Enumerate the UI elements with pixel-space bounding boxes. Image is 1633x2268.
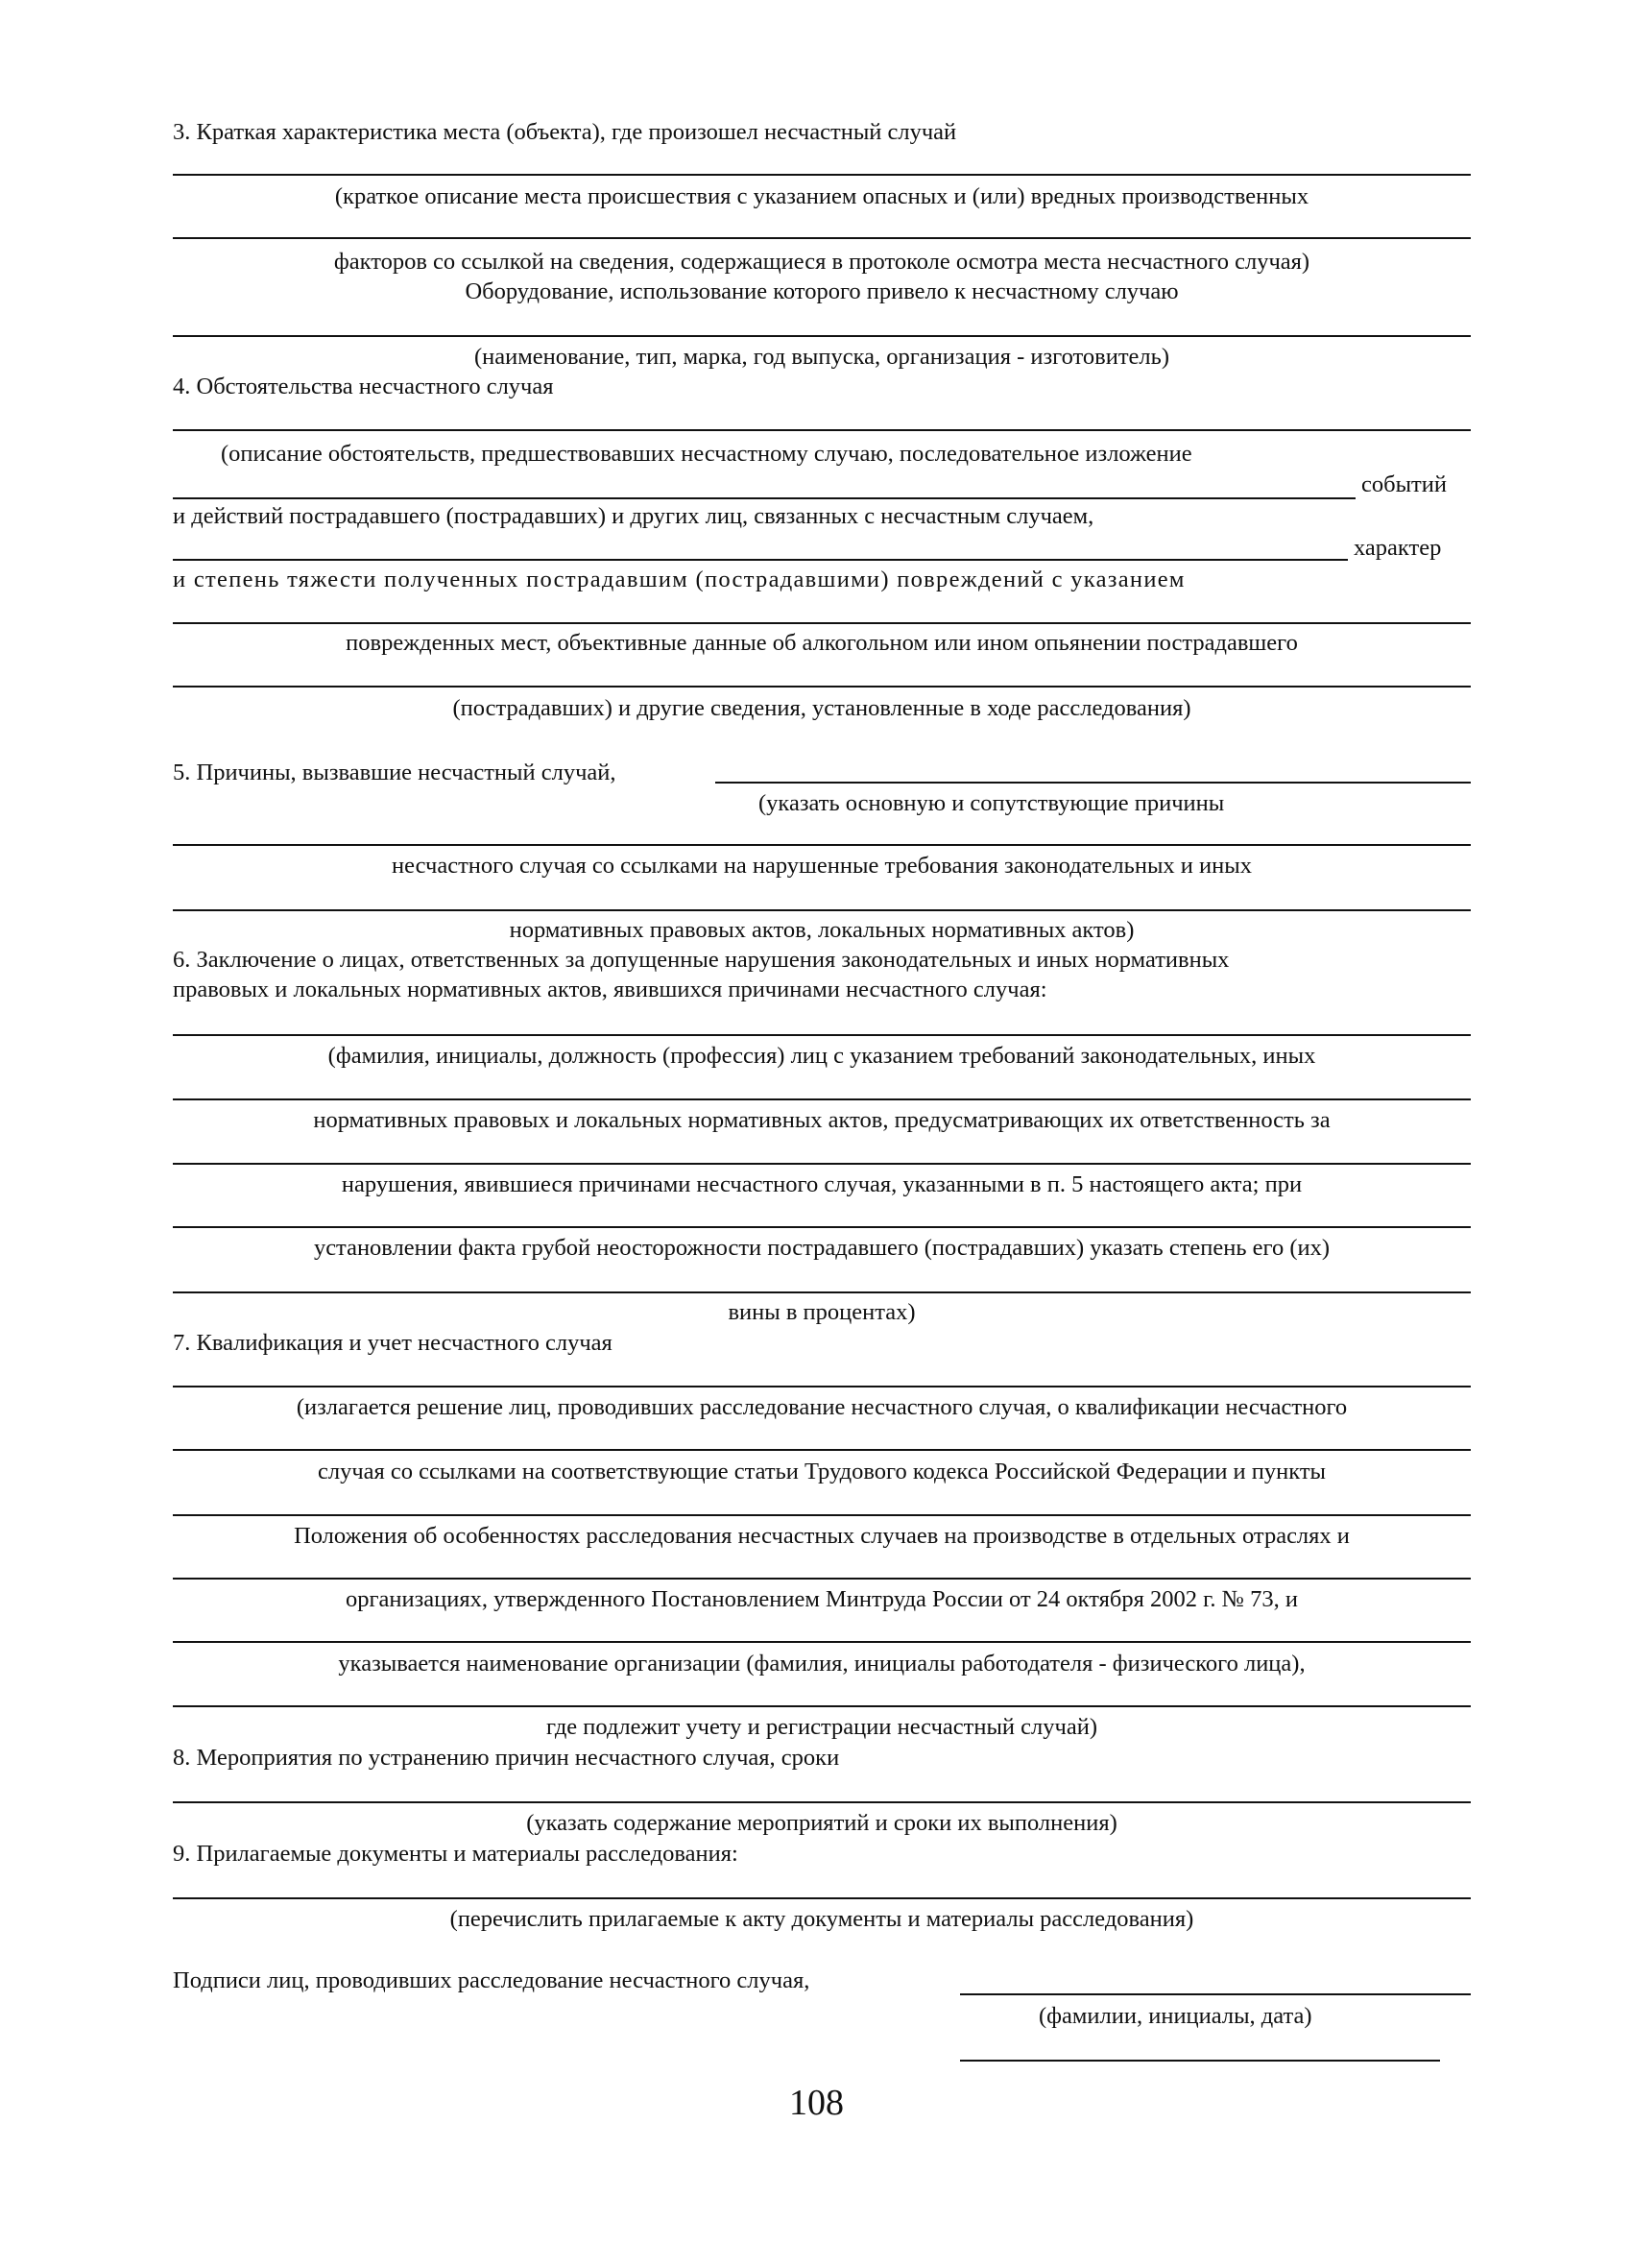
section-6-hint-4: установлении факта грубой неосторожности пострадавшего (пострадавших) указать степень его (их) bbox=[313, 1235, 1331, 1261]
fill-line bbox=[173, 429, 1471, 431]
section-7-hint-3: Положения об особенностях расследования несчастных случаев на производстве в отдельных отраслях и bbox=[294, 1523, 1350, 1549]
signature-line bbox=[960, 2060, 1440, 2062]
section-9-heading: 9. Прилагаемые документы и материалы расследования: bbox=[173, 1841, 738, 1867]
section-3-hint-1: (краткое описание места происшествия с указанием опасных и (или) вредных производственных bbox=[334, 183, 1309, 209]
fill-line bbox=[173, 1641, 1471, 1643]
signatures-label: Подписи лиц, проводивших расследование несчастного случая, bbox=[173, 1967, 810, 1993]
section-6-heading-1: 6. Заключение о лицах, ответственных за допущенные нарушения законодательных и иных нормативных bbox=[173, 947, 1230, 973]
section-5-hint-1: (указать основную и сопутствующие причины bbox=[758, 790, 1225, 816]
section-4-hint-1: (описание обстоятельств, предшествовавших несчастному случаю, последовательное изложение bbox=[221, 441, 1192, 467]
fill-line bbox=[173, 497, 1356, 499]
fill-line bbox=[173, 1705, 1471, 1707]
signature-line bbox=[960, 1993, 1471, 1995]
fill-line bbox=[173, 686, 1471, 688]
section-4-hint-5: (пострадавших) и другие сведения, установленные в ходе расследования) bbox=[452, 695, 1191, 721]
section-7-hint-1: (излагается решение лиц, проводивших расследование несчастного случая, о квалификации несчастного bbox=[296, 1394, 1348, 1420]
section-4-hint-1b: событий bbox=[1361, 471, 1447, 497]
fill-line bbox=[173, 909, 1471, 911]
section-3-heading: 3. Краткая характеристика места (объекта), где произошел несчастный случай bbox=[173, 119, 957, 145]
fill-line bbox=[173, 1449, 1471, 1451]
page-number: 108 bbox=[789, 2083, 844, 2123]
section-5-hint-2: несчастного случая со ссылками на нарушенные требования законодательных и иных bbox=[392, 853, 1252, 879]
fill-line bbox=[173, 237, 1471, 239]
fill-line bbox=[173, 559, 1348, 561]
fill-line bbox=[173, 1386, 1471, 1387]
section-8-hint-1: (указать содержание мероприятий и сроки их выполнения) bbox=[526, 1810, 1117, 1836]
section-6-hint-5: вины в процентах) bbox=[728, 1299, 916, 1325]
fill-line bbox=[173, 1163, 1471, 1165]
section-3-hint-2: факторов со ссылкой на сведения, содержащиеся в протоколе осмотра места несчастного случая) bbox=[333, 249, 1310, 275]
section-6-hint-2: нормативных правовых и локальных нормативных актов, предусматривающих их ответственность за bbox=[313, 1107, 1331, 1133]
section-5-hint-3: нормативных правовых актов, локальных нормативных актов) bbox=[509, 917, 1135, 943]
fill-line bbox=[173, 844, 1471, 846]
equipment-hint: (наименование, тип, марка, год выпуска, организация - изготовитель) bbox=[474, 344, 1169, 370]
section-4-heading: 4. Обстоятельства несчастного случая bbox=[173, 374, 554, 399]
fill-line bbox=[173, 1578, 1471, 1580]
section-4-hint-4: поврежденных мест, объективные данные об алкогольном или ином опьянении пострадавшего bbox=[346, 630, 1298, 656]
section-4-hint-2: и действий пострадавшего (пострадавших) и других лиц, связанных с несчастным случаем, bbox=[173, 503, 1094, 529]
fill-line bbox=[173, 1291, 1471, 1293]
section-5-heading: 5. Причины, вызвавшие несчастный случай, bbox=[173, 760, 616, 785]
section-7-hint-5: указывается наименование организации (фамилия, инициалы работодателя - физического лица), bbox=[338, 1651, 1306, 1677]
section-6-heading-2: правовых и локальных нормативных актов, явившихся причинами несчастного случая: bbox=[173, 977, 1047, 1002]
section-6-hint-1: (фамилия, инициалы, должность (профессия) лиц с указанием требований законодательных, иных bbox=[327, 1043, 1316, 1069]
section-9-hint-1: (перечислить прилагаемые к акту документы и материалы расследования) bbox=[449, 1906, 1194, 1932]
fill-line bbox=[173, 622, 1471, 624]
section-7-hint-4: организациях, утвержденного Постановлением Минтруда России от 24 октября 2002 г. № 73, и bbox=[345, 1586, 1299, 1612]
fill-line bbox=[173, 1514, 1471, 1516]
fill-line bbox=[173, 1897, 1471, 1899]
section-6-hint-3: нарушения, явившиеся причинами несчастного случая, указанными в п. 5 настоящего акта; при bbox=[341, 1171, 1303, 1197]
section-7-heading: 7. Квалификация и учет несчастного случая bbox=[173, 1330, 612, 1356]
fill-line bbox=[173, 1034, 1471, 1036]
fill-line bbox=[715, 782, 1471, 784]
section-7-hint-6: где подлежит учету и регистрации несчастный случай) bbox=[546, 1714, 1097, 1740]
fill-line bbox=[173, 174, 1471, 176]
section-7-hint-2: случая со ссылками на соответствующие статьи Трудового кодекса Российской Федерации и пункты bbox=[317, 1459, 1327, 1484]
fill-line bbox=[173, 335, 1471, 337]
fill-line bbox=[173, 1801, 1471, 1803]
equipment-heading: Оборудование, использование которого привело к несчастному случаю bbox=[465, 278, 1179, 304]
signatures-hint: (фамилии, инициалы, дата) bbox=[1039, 2003, 1312, 2029]
fill-line bbox=[173, 1226, 1471, 1228]
section-4-hint-2b: характер bbox=[1354, 535, 1442, 561]
section-8-heading: 8. Мероприятия по устранению причин несчастного случая, сроки bbox=[173, 1745, 840, 1771]
section-4-hint-3: и степень тяжести полученных пострадавшим (пострадавшими) повреждений с указанием bbox=[173, 567, 1186, 592]
fill-line bbox=[173, 1098, 1471, 1100]
